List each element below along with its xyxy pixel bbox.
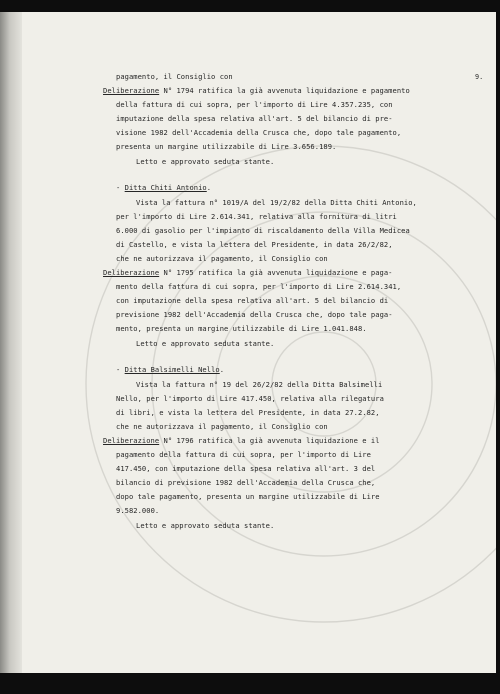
line-text: pagamento, il Consiglio con: [116, 72, 233, 81]
line-text: .: [206, 183, 212, 192]
line-text: bilancio di previsione 1982 dell'Accademia della Crusca che,: [116, 478, 376, 487]
line-text: N° 1795 ratifica la già avvenuta liquidazione e paga-: [159, 268, 393, 277]
line-text: .: [219, 365, 225, 374]
line-text: di Castello, e vista la lettera del Presidente, in data 26/2/82,: [116, 240, 393, 249]
text-line: [116, 296, 388, 305]
line-text: dopo tale pagamento, presenta un margine utilizzabile di Lire: [116, 492, 380, 501]
line-text: con imputazione della spesa relativa all'art. 5 del bilancio di: [116, 296, 389, 305]
underlined-text: Ditta Balsimelli Nello: [124, 365, 220, 374]
text-line: [116, 506, 159, 515]
text-line: [136, 339, 274, 348]
text-line: [136, 198, 417, 207]
document-page: [22, 12, 496, 673]
line-text: mento della fattura di cui sopra, per l'importo di Lire 2.614.341,: [116, 282, 402, 291]
text-line: [116, 226, 410, 235]
text-line: [116, 464, 375, 473]
underlined-text: Deliberazione: [103, 436, 160, 445]
text-line: [116, 254, 328, 263]
text-line: [116, 492, 380, 501]
text-line: [116, 100, 393, 109]
line-text: Letto e approvato seduta stante.: [136, 521, 275, 530]
text-line: [116, 450, 371, 459]
line-text: 6.000 di gasolio per l'impianto di riscaldamento della Villa Medicea: [116, 226, 410, 235]
line-text: Vista la fattura n° 19 del 26/2/82 della Ditta Balsimelli: [136, 380, 383, 389]
text-line: [103, 86, 410, 95]
line-text: pagamento della fattura di cui sopra, per l'importo di Lire: [116, 450, 371, 459]
line-text: mento, presenta un margine utilizzabile di Lire 1.041.848.: [116, 324, 367, 333]
line-text: 9.582.000.: [116, 506, 160, 515]
line-text: Nello, per l'importo di Lire 417.450, relativa alla rilegatura: [116, 394, 384, 403]
text-line: [103, 268, 393, 277]
line-text: della fattura di cui sopra, per l'importo di Lire 4.357.235, con: [116, 100, 393, 109]
text-line: [116, 240, 393, 249]
text-line: [116, 72, 233, 81]
text-line: [116, 408, 380, 417]
text-line: [116, 324, 367, 333]
line-text: Vista la fattura n° 1019/A del 19/2/82 della Ditta Chiti Antonio,: [136, 198, 417, 207]
text-line: [116, 282, 401, 291]
page-edge-shadow: [0, 12, 22, 673]
text-line: [116, 142, 336, 151]
text-line: [136, 380, 382, 389]
line-text: 417.450, con imputazione della spesa relativa all'art. 3 del: [116, 464, 376, 473]
text-line: [116, 212, 397, 221]
line-text: Letto e approvato seduta stante.: [136, 339, 275, 348]
line-text: previsione 1982 dell'Accademia della Crusca che, dopo tale paga-: [116, 310, 393, 319]
underlined-text: Deliberazione: [103, 86, 160, 95]
underlined-text: Ditta Chiti Antonio: [124, 183, 207, 192]
text-line: [103, 436, 380, 445]
line-text: Letto e approvato seduta stante.: [136, 157, 275, 166]
text-line: [116, 365, 224, 374]
text-line: [116, 114, 393, 123]
line-text: che ne autorizzava il pagamento, il Consiglio con: [116, 422, 328, 431]
text-line: [116, 422, 328, 431]
underlined-text: Deliberazione: [103, 268, 160, 277]
text-line: [116, 310, 393, 319]
text-line: [116, 478, 375, 487]
line-text: N° 1796 ratifica la già avvenuta liquidazione e il: [159, 436, 380, 445]
line-text: -: [116, 365, 125, 374]
line-text: presenta un margine utilizzabile di Lire 3.656.189.: [116, 142, 337, 151]
line-text: imputazione della spesa relativa all'art. 5 del bilancio di pre-: [116, 114, 393, 123]
text-line: [116, 128, 401, 137]
line-text: che ne autorizzava il pagamento, il Consiglio con: [116, 254, 328, 263]
text-line: [116, 183, 211, 192]
line-text: -: [116, 183, 125, 192]
text-line: [116, 394, 384, 403]
page-number: 9.: [475, 73, 484, 81]
text-line: [136, 157, 274, 166]
line-text: N° 1794 ratifica la già avvenuta liquidazione e pagamento: [159, 86, 410, 95]
line-text: per l'importo di Lire 2.614.341, relativa alla fornitura di litri: [116, 212, 397, 221]
line-text: di libri, e vista la lettera del Presidente, in data 27.2.82,: [116, 408, 380, 417]
line-text: visione 1982 dell'Accademia della Crusca che, dopo tale pagamento,: [116, 128, 402, 137]
text-line: [136, 521, 274, 530]
